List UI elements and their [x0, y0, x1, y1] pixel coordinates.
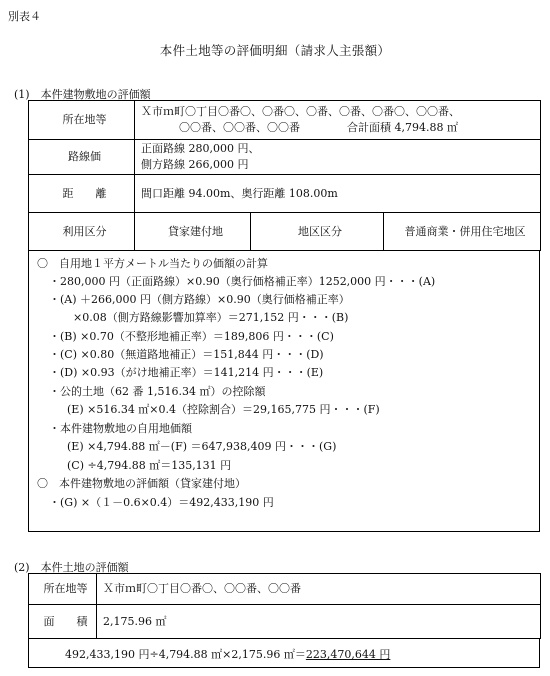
road-price-cell — [135, 140, 541, 175]
road-price-row — [29, 140, 541, 175]
calc-line: ・(G) ×（１－0.6×0.4）＝492,433,190 円 — [49, 496, 274, 509]
calc-line: 〇 自用地１平方メートル当たりの価額の計算 — [37, 257, 268, 270]
section2-area-row — [29, 605, 541, 639]
calc-line: ・(C) ×0.80（無道路地補正）＝151,844 円・・・(D) — [49, 348, 324, 361]
location-total-area: 合計面積 4,794.88 ㎡ — [347, 121, 458, 134]
calc-line: (E) ×516.34 ㎡×0.4（控除割合）＝29,165,775 円・・・(F) — [67, 403, 380, 416]
section2-total-line — [65, 646, 390, 662]
document-label: 別表４ — [8, 10, 41, 23]
distance-row — [29, 175, 541, 213]
section1-table — [28, 100, 541, 251]
usage-row — [29, 213, 541, 251]
zone-value: 普通商業・併用住宅地区 — [384, 213, 541, 251]
section2-area-label: 面 積 — [29, 605, 97, 639]
section1-heading: (1) 本件建物敷地の評価額 — [14, 88, 151, 101]
calc-line: ・(D) ×0.93（がけ地補正率）＝141,214 円・・・(E) — [49, 366, 324, 379]
calc-line: ・280,000 円（正面路線）×0.90（奥行価格補正率）1252,000 円・・・(A) — [49, 275, 436, 288]
section2-heading: (2) 本件土地の評価額 — [14, 561, 129, 574]
calc-line: 〇 本件建物敷地の評価額（貸家建付地） — [37, 477, 246, 490]
distance-value: 間口距離 94.00m、奥行距離 108.00m — [135, 175, 541, 213]
calc-line: ・(A) ＋266,000 円（側方路線）×0.90（奥行価格補正率） — [49, 293, 350, 306]
location-line2-wrap — [141, 120, 540, 136]
location-value-cell — [135, 101, 541, 140]
road-price-side: 側方路線 266,000 円 — [141, 158, 249, 171]
zone-label: 地区区分 — [251, 213, 384, 251]
section2-location-value: Ｘ市ｍ町〇丁目〇番〇、〇〇番、〇〇番 — [97, 574, 541, 605]
location-label: 所在地等 — [29, 101, 135, 140]
location-row — [29, 101, 541, 140]
road-price-front: 正面路線 280,000 円、 — [141, 142, 260, 155]
section2-table — [28, 573, 541, 639]
calc-line: (C) ÷4,794.88 ㎡＝135,131 円 — [67, 459, 232, 472]
calculation-box — [28, 250, 540, 532]
section2-formula: 492,433,190 円÷4,794.88 ㎡×2,175.96 ㎡＝ — [65, 648, 306, 661]
section2-location-label: 所在地等 — [29, 574, 97, 605]
calc-line: ・本件建物敷地の自用地価額 — [49, 422, 192, 435]
document-title: 本件土地等の評価明細（請求人主張額） — [159, 43, 391, 58]
usage-label: 利用区分 — [29, 213, 135, 251]
section2-location-row — [29, 574, 541, 605]
calc-line: ・公的土地（62 番 1,516.34 ㎡）の控除額 — [49, 385, 266, 398]
usage-value: 貸家建付地 — [135, 213, 251, 251]
location-line2: 〇〇番、〇〇番、〇〇番 — [179, 121, 300, 134]
road-price-label: 路線価 — [29, 140, 135, 175]
section2-result: 223,470,644 円 — [305, 648, 391, 661]
calc-line: ×0.08（側方路線影響加算率）＝271,152 円・・・(B) — [73, 311, 349, 324]
section2-total-box — [28, 638, 540, 668]
calc-line: (E) ×4,794.88 ㎡－(F) ＝647,938,409 円・・・(G) — [67, 440, 337, 453]
calc-line: ・(B) ×0.70（不整形地補正率）＝189,806 円・・・(C) — [49, 330, 334, 343]
section2-area-value: 2,175.96 ㎡ — [97, 605, 541, 639]
location-line1: Ｘ市ｍ町〇丁目〇番〇、〇番〇、〇番、〇番、〇番〇、〇〇番、 — [141, 105, 460, 118]
distance-label: 距 離 — [29, 175, 135, 213]
